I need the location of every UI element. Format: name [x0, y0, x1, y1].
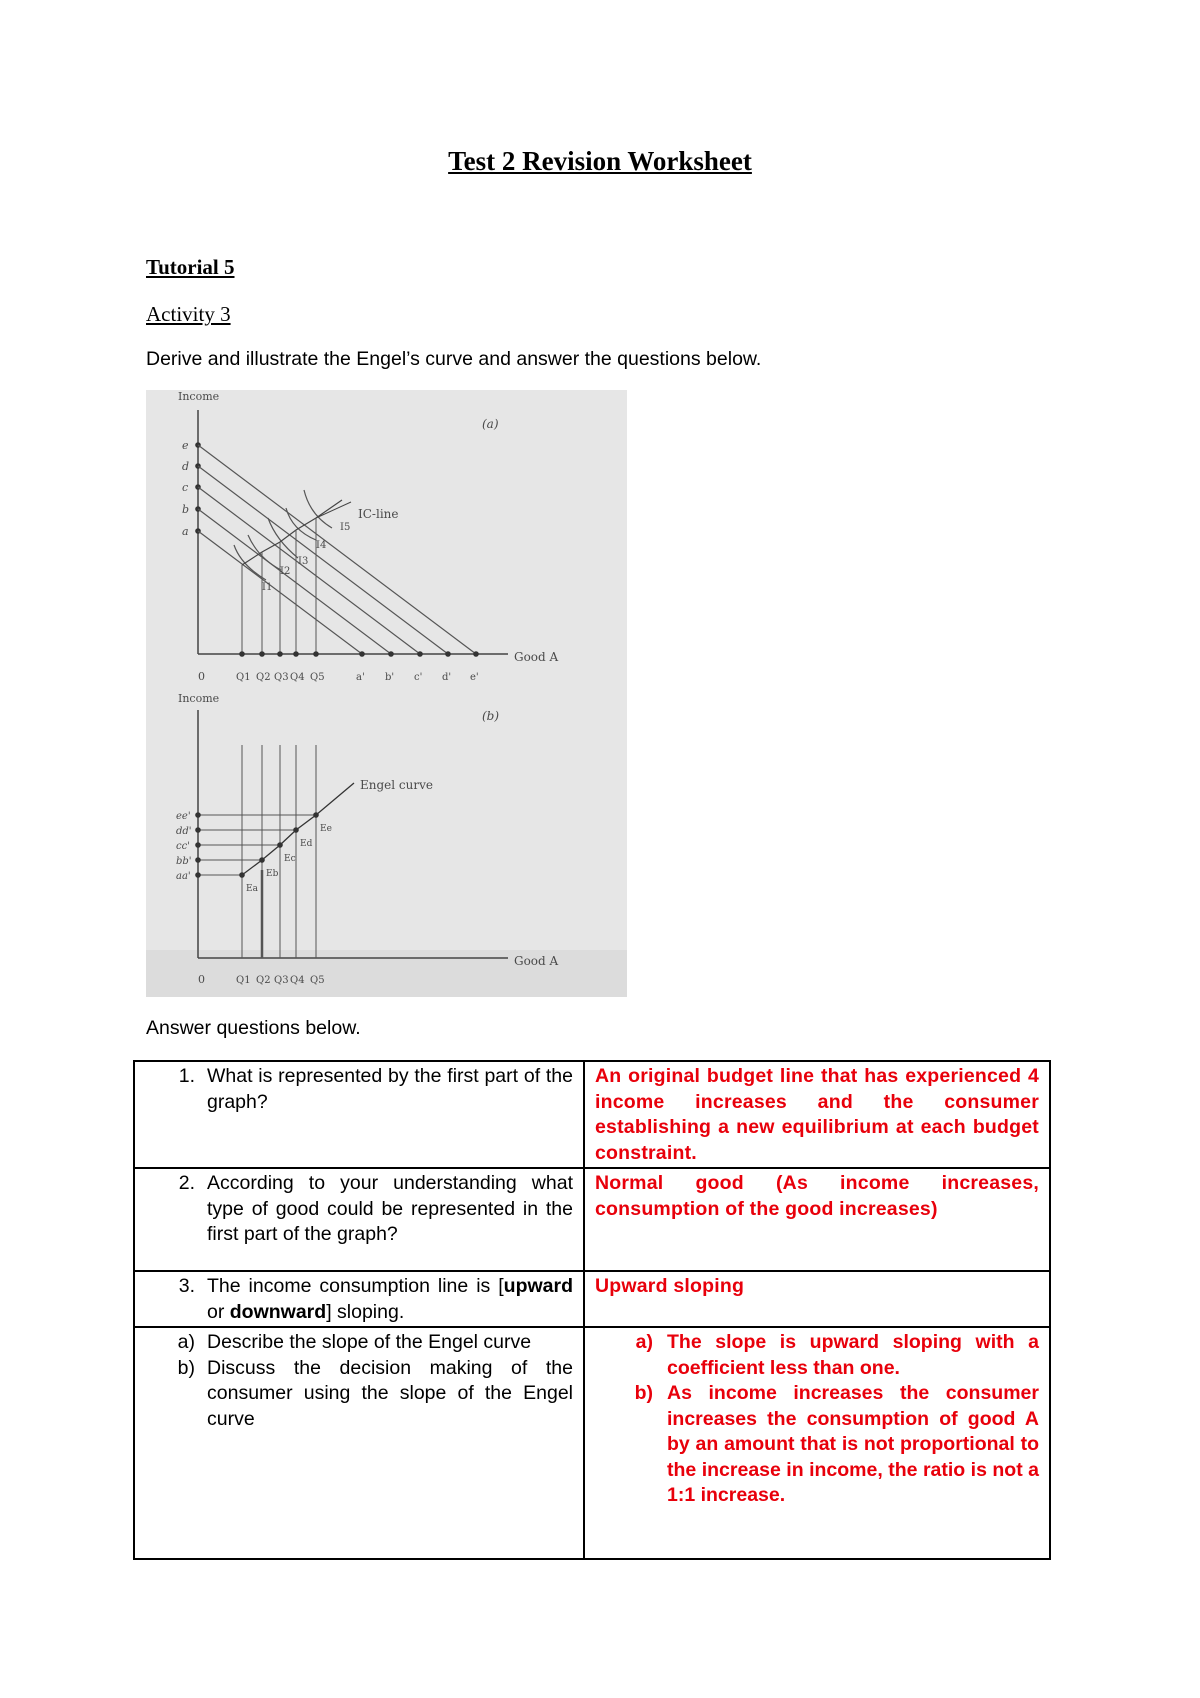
x-tick-point: [417, 651, 423, 657]
engel-point-label: Eb: [266, 869, 279, 879]
engel-point-label: Ea: [246, 884, 258, 894]
page-title: Test 2 Revision Worksheet: [448, 146, 752, 176]
questions-table: [133, 1060, 1051, 1560]
x-tick-label: Q1: [236, 975, 251, 986]
answer-text: The slope is upward sloping with a coefficient less than one.: [667, 1331, 1039, 1379]
indifference-curve-label: I4: [316, 540, 327, 551]
question-letter: a): [177, 1331, 195, 1353]
table-row: [134, 1327, 1050, 1559]
engel-point: [277, 842, 283, 848]
income-tick-label: ee': [176, 811, 191, 822]
question-text: According to your understanding what type of good could be represented in the first part of the graph?: [207, 1172, 573, 1245]
x-tick-label: d': [442, 672, 452, 683]
indifference-curve-label: I2: [280, 566, 291, 577]
x-tick-label: Q5: [310, 672, 325, 683]
indifference-curve-label: I3: [298, 556, 309, 567]
question-number: 3.: [178, 1275, 195, 1297]
answer-text: Upward sloping: [595, 1275, 745, 1297]
table-row: [134, 1271, 1050, 1327]
income-tick-point: [195, 812, 201, 818]
question-text: The income consumption line is [upward or downward] sloping.: [207, 1275, 573, 1323]
x-tick-label: c': [414, 672, 423, 683]
question-cell: [134, 1327, 584, 1559]
question-text: Describe the slope of the Engel curve: [207, 1331, 532, 1353]
panel-b-origin: 0: [198, 973, 205, 986]
engel-curve-figure: [146, 390, 627, 997]
income-tick-label: cc': [176, 841, 190, 852]
question-cell: [134, 1061, 584, 1168]
x-tick-point: [293, 651, 299, 657]
answer-cell: [584, 1061, 1050, 1168]
x-tick-point: [359, 651, 365, 657]
x-tick-point: [445, 651, 451, 657]
x-tick-label: Q4: [290, 672, 305, 683]
answer-letter: a): [635, 1331, 653, 1353]
tutorial-heading: Tutorial 5: [146, 255, 235, 279]
panel-a-label: (a): [482, 417, 499, 431]
answer-cell: [584, 1327, 1050, 1559]
x-tick-label: a': [356, 672, 365, 683]
panel-a-origin: 0: [198, 670, 205, 683]
engel-curve-label: Engel curve: [360, 778, 433, 792]
answer-text: As income increases the consumer increases the consumption of good A by an amount that is not proportional to the increase in income, the ratio is not a 1:1 increase.: [667, 1382, 1039, 1506]
x-tick-point: [277, 651, 283, 657]
income-tick-label: e: [182, 439, 189, 452]
downward-option: downward: [229, 1300, 327, 1323]
x-tick-label: Q4: [290, 975, 305, 986]
engel-point: [293, 827, 299, 833]
income-tick-label: c: [182, 481, 189, 494]
activity-heading: Activity 3: [146, 302, 231, 326]
panel-a-x-axis-label: Good A: [514, 650, 559, 664]
engel-point: [259, 857, 265, 863]
panel-b-label: (b): [482, 709, 500, 723]
income-tick-point: [195, 827, 201, 833]
income-tick-point: [195, 842, 201, 848]
x-tick-point: [239, 651, 245, 657]
panel-a-y-axis-label: Income: [178, 390, 220, 403]
x-tick-point: [313, 651, 319, 657]
x-tick-label: Q2: [256, 975, 271, 986]
answer-text: An original budget line that has experienced 4 income increases and the consumer establishing a new equilibrium at each budget constraint.: [595, 1065, 1039, 1164]
engel-point-label: Ec: [284, 854, 296, 864]
engel-point-label: Ed: [300, 839, 313, 849]
upward-option: upward: [503, 1275, 573, 1297]
income-tick-label: b: [182, 503, 190, 516]
x-tick-label: e': [470, 672, 479, 683]
x-tick-label: Q2: [256, 672, 271, 683]
income-tick-label: bb': [176, 856, 192, 867]
engel-point-label: Ee: [320, 824, 332, 834]
income-tick-point: [195, 872, 201, 878]
question-text: Discuss the decision making of the consumer using the slope of the Engel curve: [207, 1356, 573, 1430]
income-tick-label: a: [182, 525, 189, 538]
question-number: 1.: [178, 1065, 195, 1087]
answer-cell: [584, 1168, 1050, 1271]
panel-b-y-axis-label: Income: [178, 692, 220, 705]
answer-letter: b): [634, 1382, 653, 1404]
answer-label: Answer questions below.: [146, 1017, 361, 1039]
income-tick-point: [195, 857, 201, 863]
x-tick-point: [259, 651, 265, 657]
income-tick-label: aa': [176, 871, 191, 882]
x-tick-point: [473, 651, 479, 657]
engel-curve-diagram: [146, 390, 627, 997]
x-tick-label: Q5: [310, 975, 325, 986]
income-tick-label: d: [182, 460, 190, 473]
instruction-text: Derive and illustrate the Engel’s curve and answer the questions below.: [146, 348, 762, 370]
ic-line-label: IC-line: [358, 507, 399, 521]
indifference-curve-label: I5: [340, 522, 351, 533]
table-row: [134, 1061, 1050, 1168]
engel-point: [239, 872, 245, 878]
question-letter: b): [177, 1356, 195, 1379]
indifference-curve-label: I1: [262, 582, 273, 593]
x-tick-label: Q3: [274, 975, 289, 986]
engel-point: [313, 812, 319, 818]
x-tick-point: [388, 651, 394, 657]
panel-b-x-axis-label: Good A: [514, 954, 559, 968]
x-tick-label: Q1: [236, 672, 251, 683]
x-tick-label: Q3: [274, 672, 289, 683]
answer-text: Normal good (As income increases, consumption of the good increases): [595, 1172, 1039, 1220]
answer-cell: [584, 1271, 1050, 1327]
question-text: What is represented by the first part of the graph?: [207, 1065, 573, 1113]
question-number: 2.: [178, 1172, 195, 1194]
question-cell: [134, 1168, 584, 1271]
question-cell: [134, 1271, 584, 1327]
table-row: [134, 1168, 1050, 1271]
x-tick-label: b': [385, 672, 395, 683]
income-tick-label: dd': [176, 826, 192, 837]
